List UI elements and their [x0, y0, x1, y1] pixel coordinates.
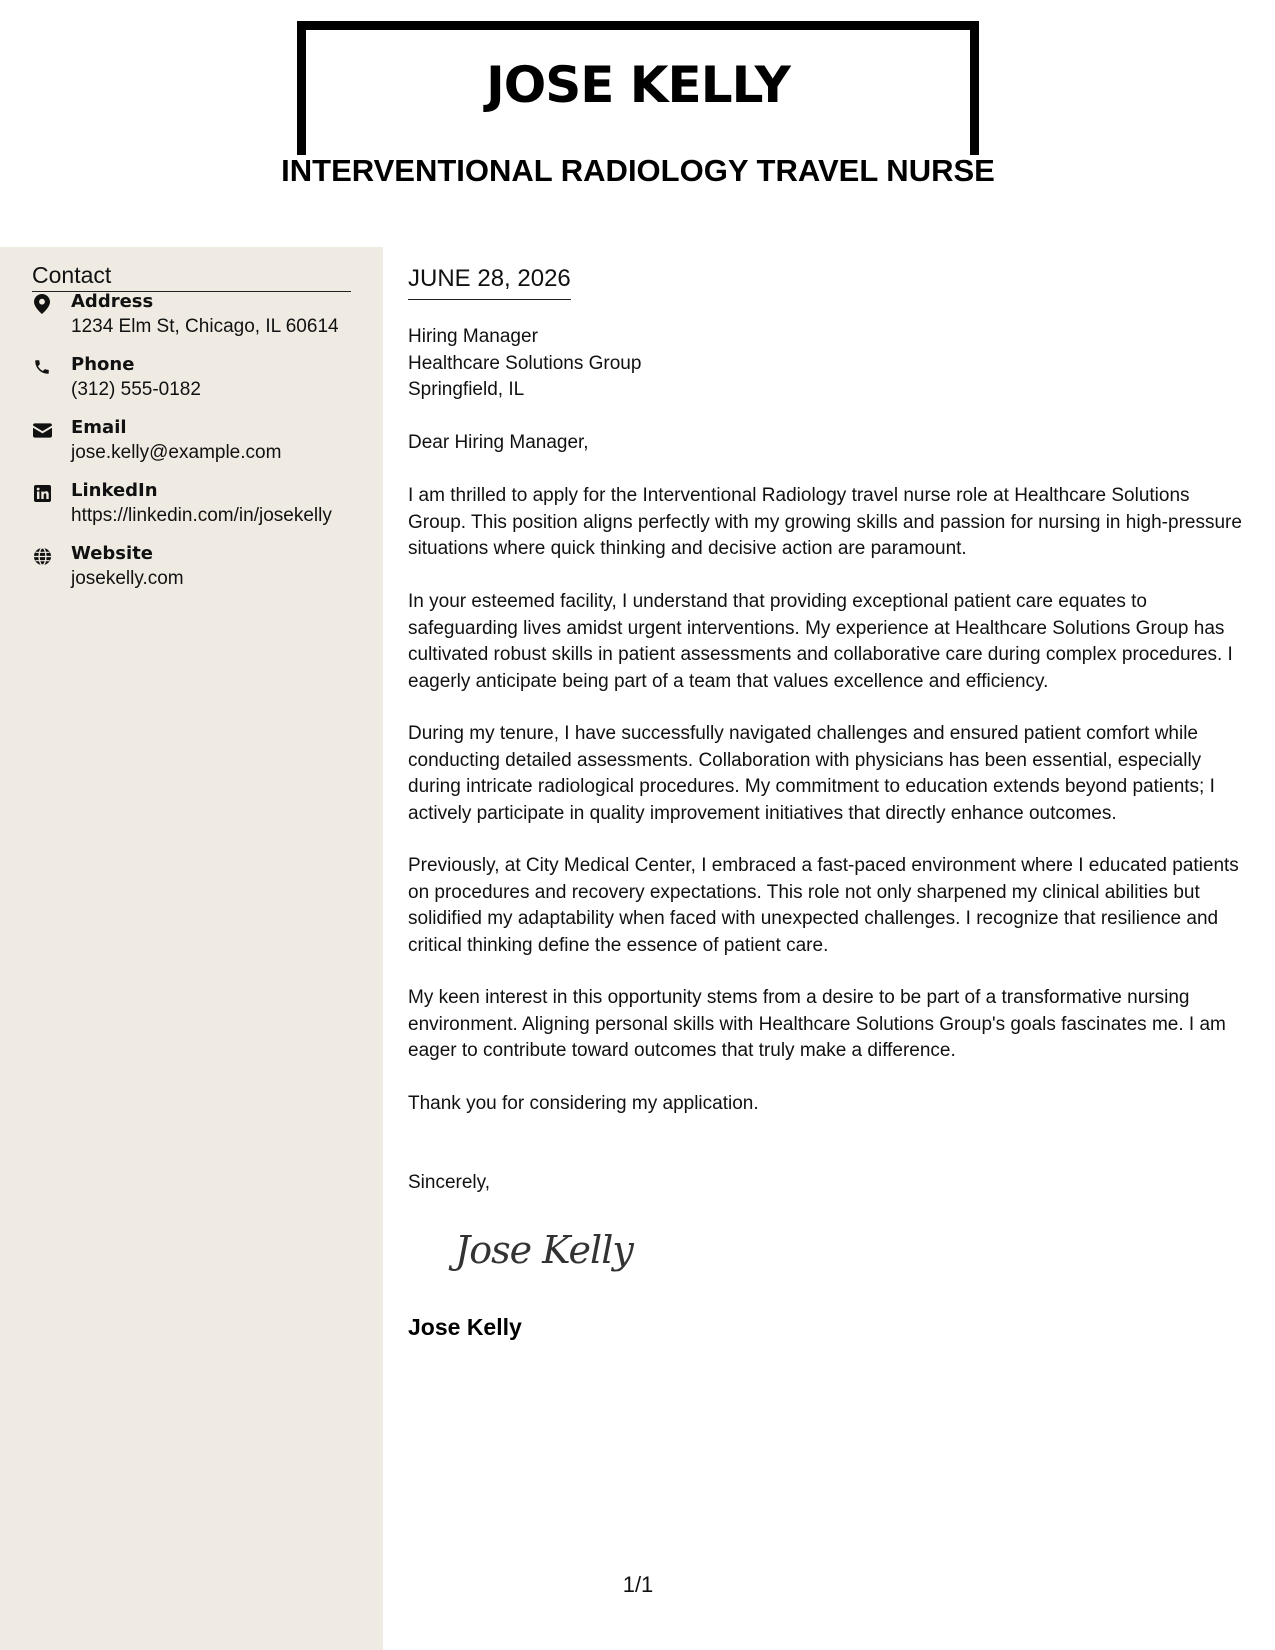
address-value: 1234 Elm St, Chicago, IL 60614: [71, 316, 339, 337]
email-value[interactable]: jose.kelly@example.com: [71, 442, 282, 463]
body-paragraph: In your esteemed facility, I understand that providing exceptional patient care equates to safeguarding lives amidst urgent interventions. My experience at Healthcare Solutions Group has cultivated robust skills in patient assessments and collaborative care during complex procedures. I eagerly anticipate being part of a team that values excellence and efficiency.: [408, 591, 1233, 692]
closing-thanks: Thank you for considering my application.: [408, 1093, 759, 1114]
salutation: Dear Hiring Manager,: [408, 432, 589, 453]
contact-label: Website: [71, 543, 154, 564]
contact-label: Email: [71, 417, 127, 438]
envelope-icon: [32, 420, 52, 440]
body-paragraph: Previously, at City Medical Center, I embraced a fast-paced environment where I educated patients on procedures and recovery expectations. This role not only sharpened my clinical abilities but solidified my adaptability when faced with unexpected challenges. I recognize that resilience and critical thinking define the essence of patient care.: [408, 855, 1239, 956]
job-title: INTERVENTIONAL RADIOLOGY TRAVEL NURSE: [281, 153, 995, 188]
linkedin-icon: [32, 483, 52, 503]
recipient-block: [408, 324, 641, 404]
map-pin-icon: [32, 294, 52, 314]
handwritten-signature: Jose Kelly: [455, 1228, 633, 1272]
body-paragraph: During my tenure, I have successfully navigated challenges and ensured patient comfort while conducting detailed assessments. Collaboration with physicians has been essential, especially during intricate radiological procedures. My commitment to education extends beyond patients; I actively participate in quality improvement initiatives that directly enhance outcomes.: [408, 723, 1215, 824]
contact-label: Phone: [71, 354, 135, 375]
applicant-name: JOSE KELLY: [486, 56, 790, 114]
sidebar: [0, 247, 383, 1650]
contact-label: LinkedIn: [71, 480, 158, 501]
recipient-line: Hiring Manager: [408, 326, 538, 347]
website-value[interactable]: josekelly.com: [71, 568, 184, 589]
phone-value: (312) 555-0182: [71, 379, 201, 400]
closing: Sincerely,: [408, 1172, 491, 1193]
letter-date: JUNE 28, 2026: [408, 265, 571, 300]
recipient-line: Springfield, IL: [408, 379, 525, 400]
body-paragraph: My keen interest in this opportunity stems from a desire to be part of a transformative nursing environment. Aligning personal skills with Healthcare Solutions Group's goals fascinates me. I am eager to contribute toward outcomes that truly make a difference.: [408, 987, 1226, 1061]
page-number: 1/1: [622, 1572, 654, 1597]
phone-icon: [32, 357, 52, 377]
body-paragraph: I am thrilled to apply for the Interventional Radiology travel nurse role at Healthcare Solutions Group. This position aligns perfectly with my growing skills and passion for nursing in high-pressure situations where quick thinking and decisive action are paramount.: [408, 485, 1242, 559]
signer-name: Jose Kelly: [408, 1314, 522, 1340]
linkedin-value[interactable]: https://linkedin.com/in/josekelly: [71, 505, 332, 526]
globe-icon: [32, 546, 52, 566]
recipient-line: Healthcare Solutions Group: [408, 352, 642, 374]
contact-label: Address: [71, 291, 154, 312]
contact-heading: Contact: [32, 262, 351, 292]
